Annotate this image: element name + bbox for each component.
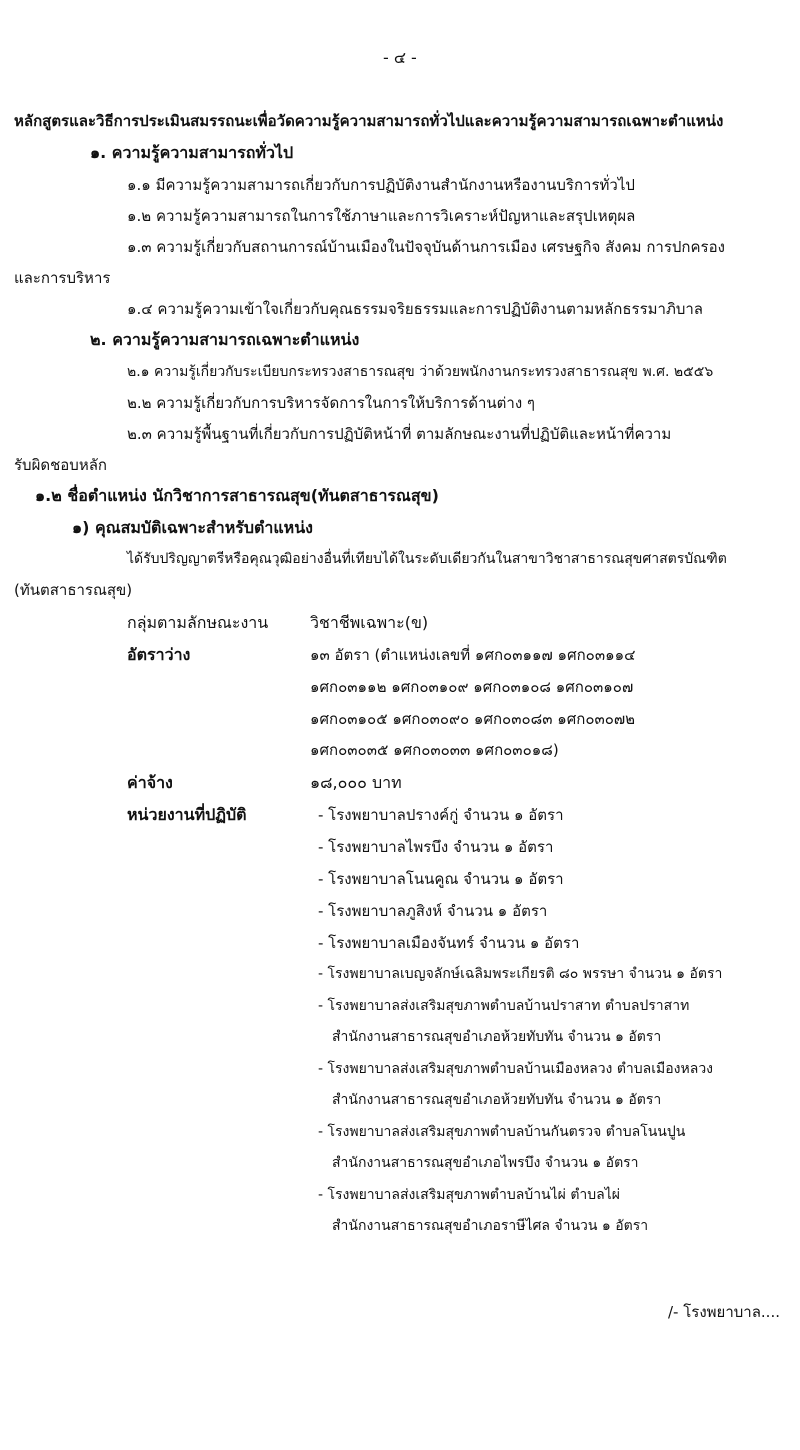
section1-title: ๑. ความรู้ความสามารถทั่วไป (90, 143, 294, 162)
section2-item-3: ๒.๓ ความรู้พื้นฐานที่เกี่ยวกับการปฏิบัติหน้าที่ ตามลักษณะงานที่ปฏิบัติและหน้าที่ความ (127, 425, 672, 443)
unit-item: - โรงพยาบาลส่งเสริมสุขภาพตำบลบ้านปราสาท ตำบลปราสาท (318, 998, 690, 1014)
qualification-text-1: ได้รับปริญญาตรีหรือคุณวุฒิอย่างอื่นที่เทียบได้ในระดับเดียวกันในสาขาวิชาสาธารณสุขศาสตรบัณฑิต (127, 551, 727, 567)
vacancy-line-2: ๑ศก๐๓๑๑๒ ๑ศก๐๓๑๐๙ ๑ศก๐๓๑๐๘ ๑ศก๐๓๑๐๗ (310, 678, 634, 696)
section2-title: ๒. ความรู้ความสามารถเฉพาะตำแหน่ง (90, 330, 360, 349)
unit-item-cont: สำนักงานสาธารณสุขอำเภอไพรบึง จำนวน ๑ อัตรา (332, 1155, 639, 1171)
unit-item: - โรงพยาบาลส่งเสริมสุขภาพตำบลบ้านกันตรวจ ตำบลโนนปูน (318, 1124, 686, 1140)
section1-item-4: ๑.๔ ความรู้ความเข้าใจเกี่ยวกับคุณธรรมจริยธรรมและการปฏิบัติงานตามหลักธรรมาภิบาล (127, 300, 703, 318)
unit-item: - โรงพยาบาลส่งเสริมสุขภาพตำบลบ้านไผ่ ตำบลไผ่ (318, 1187, 620, 1203)
vacancy-line-3: ๑ศก๐๓๑๐๕ ๑ศก๐๓๐๙๐ ๑ศก๐๓๐๘๓ ๑ศก๐๓๐๗๒ (310, 710, 636, 728)
section1-item-3: ๑.๓ ความรู้เกี่ยวกับสถานการณ์บ้านเมืองในปัจจุบันด้านการเมือง เศรษฐกิจ สังคม การปกครอง (127, 238, 725, 256)
unit-item: - โรงพยาบาลปรางค์กู่ จำนวน ๑ อัตรา (318, 806, 564, 824)
section2-item-1: ๒.๑ ความรู้เกี่ยวกับระเบียบกระทรวงสาธารณสุข ว่าด้วยพนักงานกระทรวงสาธารณสุข พ.ศ. ๒๕๕๖ (127, 364, 714, 380)
group-label: กลุ่มตามลักษณะงาน (127, 613, 269, 632)
page-number: - ๔ - (383, 48, 417, 67)
unit-item: - โรงพยาบาลไพรบึง จำนวน ๑ อัตรา (318, 838, 554, 856)
unit-item-cont: สำนักงานสาธารณสุขอำเภอห้วยทับทัน จำนวน ๑ อัตรา (332, 1092, 662, 1108)
vacancy-line-1: ๑๓ อัตรา (ตำแหน่งเลขที่ ๑ศก๐๓๑๑๗ ๑ศก๐๓๑๑๔ (310, 646, 636, 664)
unit-item: - โรงพยาบาลเบญจลักษ์เฉลิมพระเกียรติ ๘๐ พรรษา จำนวน ๑ อัตรา (318, 966, 723, 982)
wage-label: ค่าจ้าง (127, 773, 173, 792)
unit-item-cont: สำนักงานสาธารณสุขอำเภอราษีไศล จำนวน ๑ อัตรา (332, 1218, 649, 1234)
unit-item: - โรงพยาบาลเมืองจันทร์ จำนวน ๑ อัตรา (318, 934, 580, 952)
unit-item: - โรงพยาบาลส่งเสริมสุขภาพตำบลบ้านเมืองหลวง ตำบลเมืองหลวง (318, 1061, 714, 1077)
section1-item-3-cont: และการบริหาร (14, 269, 111, 287)
unit-item: - โรงพยาบาลโนนคูณ จำนวน ๑ อัตรา (318, 870, 564, 888)
unit-item: - โรงพยาบาลภูสิงห์ จำนวน ๑ อัตรา (318, 902, 548, 920)
qualification-text-2: (ทันตสาธารณสุข) (14, 581, 133, 599)
wage-value: ๑๘,๐๐๐ บาท (310, 773, 402, 792)
section1-item-2: ๑.๒ ความรู้ความสามารถในการใช้ภาษาและการวิเคราะห์ปัญหาและสรุปเหตุผล (127, 207, 636, 225)
qualification-title: ๑) คุณสมบัติเฉพาะสำหรับตำแหน่ง (72, 518, 313, 537)
section2-item-2: ๒.๒ ความรู้เกี่ยวกับการบริหารจัดการในการให้บริการด้านต่าง ๆ (127, 394, 535, 412)
section2-item-3-cont: รับผิดชอบหลัก (14, 456, 107, 474)
vacancy-label: อัตราว่าง (127, 645, 191, 664)
group-value: วิชาชีพเฉพาะ(ข) (310, 613, 429, 632)
document-heading: หลักสูตรและวิธีการประเมินสมรรถนะเพื่อวัดความรู้ความสามารถทั่วไปและความรู้ความสามารถเฉพาะตำแหน่ง (14, 112, 724, 130)
section1-item-1: ๑.๑ มีความรู้ความสามารถเกี่ยวกับการปฏิบัติงานสำนักงานหรืองานบริการทั่วไป (127, 176, 635, 194)
unit-item-cont: สำนักงานสาธารณสุขอำเภอห้วยทับทัน จำนวน ๑ อัตรา (332, 1029, 662, 1045)
position-title: ๑.๒ ชื่อตำแหน่ง นักวิชาการสาธารณสุข(ทันตสาธารณสุข) (35, 486, 439, 505)
vacancy-line-4: ๑ศก๐๓๐๓๕ ๑ศก๐๓๐๓๓ ๑ศก๐๓๐๑๘) (310, 741, 559, 759)
continuation-note: /- โรงพยาบาล.... (668, 1303, 780, 1321)
unit-label: หน่วยงานที่ปฏิบัติ (127, 805, 247, 824)
